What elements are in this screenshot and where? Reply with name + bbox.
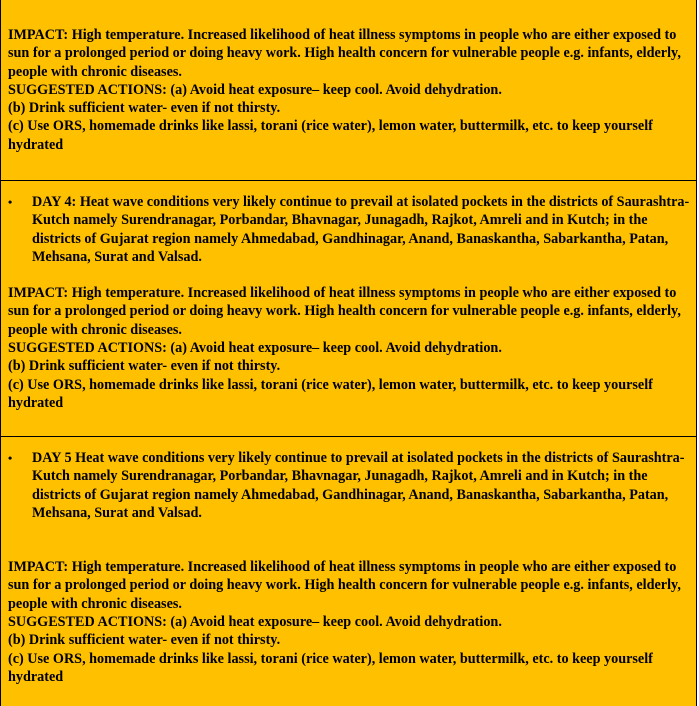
day-4-forecast-text: DAY 4: Heat wave conditions very likely continue to prevail at isolated pockets in the districts of Saurashtra-Kutch namely Surendranagar, Porbandar, Bhavnagar, Junagadh, Rajkot, Amreli and in Kutch; in the districts of Gujarat region namely Ahmedabad, Gandhinagar, Anand, Banaskantha, Sabarkantha, Patan, Mehsana, Surat and Valsad. — [32, 194, 690, 265]
table-row-day-5 — [1, 436, 696, 706]
suggested-actions-b: (b) Drink sufficient water- even if not thirsty. — [8, 632, 281, 649]
impact-text: IMPACT: High temperature. Increased likelihood of heat illness symptoms in people who are either exposed to sun for a prolonged period or doing heavy work. High health concern for vulnerable people e.g. infants, elderly, people with chronic diseases. — [8, 559, 681, 612]
table-row-day-3-impact — [1, 0, 696, 180]
day-5-forecast — [8, 449, 690, 522]
day-4-forecast — [8, 193, 690, 266]
bullet-icon: • — [8, 195, 13, 209]
suggested-actions-a: SUGGESTED ACTIONS: (a) Avoid heat exposure– keep cool. Avoid dehydration. — [8, 81, 502, 98]
suggested-actions-b: (b) Drink sufficient water- even if not thirsty. — [8, 358, 281, 375]
suggested-actions-c: (c) Use ORS, homemade drinks like lassi, torani (rice water), lemon water, buttermilk, etc. to keep yourself hydrated — [8, 118, 653, 153]
impact-text: IMPACT: High temperature. Increased likelihood of heat illness symptoms in people who are either exposed to sun for a prolonged period or doing heavy work. High health concern for vulnerable people e.g. infants, elderly, people with chronic diseases. — [8, 27, 681, 80]
day-5-forecast-text: DAY 5 Heat wave conditions very likely continue to prevail at isolated pockets in the districts of Saurashtra-Kutch namely Surendranagar, Porbandar, Bhavnagar, Junagadh, Rajkot, Amreli and in Kutch; in the districts of Gujarat region namely Ahmedabad, Gandhinagar, Anand, Banaskantha, Sabarkantha, Patan, Mehsana, Surat and Valsad. — [32, 450, 685, 521]
suggested-actions-a: SUGGESTED ACTIONS: (a) Avoid heat exposure– keep cool. Avoid dehydration. — [8, 614, 502, 631]
table-row-day-4 — [1, 180, 696, 436]
suggested-actions-a: SUGGESTED ACTIONS: (a) Avoid heat exposure– keep cool. Avoid dehydration. — [8, 340, 502, 357]
suggested-actions-c: (c) Use ORS, homemade drinks like lassi, torani (rice water), lemon water, buttermilk, etc. to keep yourself hydrated — [8, 376, 653, 411]
bullet-icon: • — [8, 451, 13, 465]
impact-text: IMPACT: High temperature. Increased likelihood of heat illness symptoms in people who are either exposed to sun for a prolonged period or doing heavy work. High health concern for vulnerable people e.g. infants, elderly, people with chronic diseases. — [8, 285, 681, 338]
suggested-actions-b: (b) Drink sufficient water- even if not thirsty. — [8, 100, 281, 117]
suggested-actions-c: (c) Use ORS, homemade drinks like lassi, torani (rice water), lemon water, buttermilk, etc. to keep yourself hydrated — [8, 650, 653, 685]
